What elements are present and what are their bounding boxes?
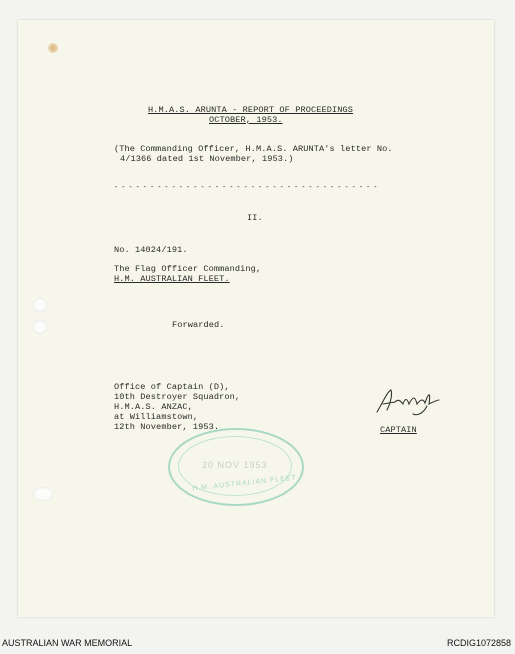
reference-line-1: (The Commanding Officer, H.M.A.S. ARUNTA's letter No. (114, 144, 393, 154)
document-title: H.M.A.S. ARUNTA - REPORT OF PROCEEDINGS (148, 105, 354, 115)
rust-mark (48, 43, 58, 53)
signoff-title: CAPTAIN (380, 425, 417, 435)
footer-archive-name: AUSTRALIAN WAR MEMORIAL (2, 638, 133, 648)
sender-line-1: Office of Captain (D), (114, 382, 230, 392)
punch-hole (33, 320, 47, 334)
punch-hole (33, 298, 47, 312)
sender-line-3: H.M.A.S. ANZAC, (114, 402, 193, 412)
footer-record-id: RCDIG1072858 (446, 638, 511, 648)
sender-line-2: 10th Destroyer Squadron, (114, 392, 241, 402)
addressee-line-2: H.M. AUSTRALIAN FLEET. (114, 274, 230, 284)
document-subtitle: OCTOBER, 1953. (209, 115, 283, 125)
stamp-bottom-text: H.M. AUSTRALIAN FLEET (191, 474, 298, 493)
stamp-date: 20 NOV 1953 (202, 460, 268, 470)
divider-line: - - - - - - - - - - - - - - - - - - - - - - - - - - - - - - - - - - - - - (114, 184, 377, 192)
document-page (18, 20, 494, 617)
addressee-line-1: The Flag Officer Commanding, (114, 264, 262, 274)
reference-line-2: 4/1366 dated 1st November, 1953.) (120, 154, 294, 164)
punch-hole (33, 487, 53, 501)
forwarded-text: Forwarded. (172, 320, 225, 330)
captain-signature (373, 384, 443, 418)
section-number: II. (247, 213, 263, 223)
received-stamp (168, 428, 304, 506)
reference-number: No. 14024/191. (114, 245, 188, 255)
sender-line-4: at Williamstown, (114, 412, 199, 422)
sender-line-5: 12th November, 1953. (114, 422, 220, 432)
